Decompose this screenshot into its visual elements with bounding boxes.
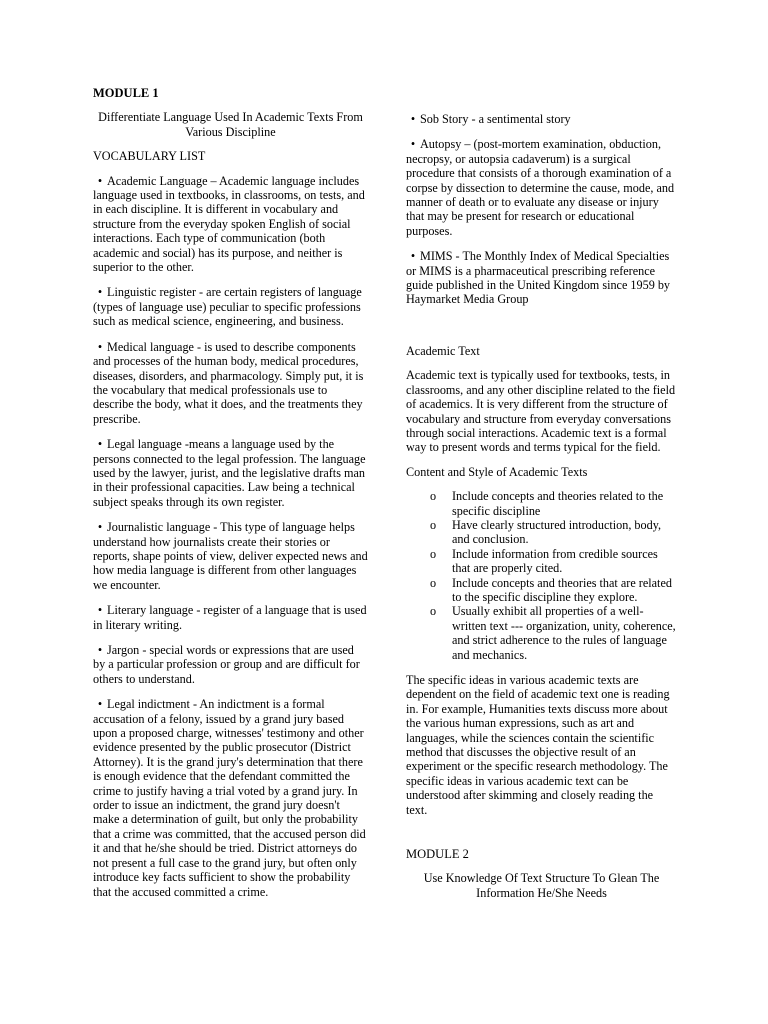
vocab-item-legal-indictment <box>93 697 368 899</box>
bullet-icon: • <box>97 285 103 300</box>
vocab-item-autopsy <box>406 137 677 238</box>
vocab-item-mims <box>406 249 677 307</box>
spacer <box>406 318 677 344</box>
bullet-icon: • <box>97 643 103 657</box>
vocab-text: Medical language - is used to describe components and processes of the human body, medical procedures, diseases, disorders, and pharmacology. Simply put, it is the vocabulary that medical professionals use to describe the body, what it does, and the treatments they prescribe. <box>93 339 364 426</box>
vocab-text: Sob Story - a sentimental story <box>420 112 571 126</box>
vocab-text: Literary language - register of a language that is used in literary writing. <box>93 603 367 632</box>
vocab-text: Legal indictment - An indictment is a formal accusation of a felony, issued by a grand jury based upon a proposed charge, witnesses' testimony and other evidence presented by the public prosecutor (District Attorney). It is the grand jury's determination that there is enough evidence that the defendant committed the crime to justify having a trial voted by a grand jury. In order to issue an indictment, the grand jury doesn't make a determination of guilt, but only the probability that a crime was committed, that the accused person did it and that he/she should be tried. District attorneys do not present a full case to the grand jury, but often only introduce key facts sufficient to show the probability that the accused committed a crime. <box>93 697 366 899</box>
module-2-heading: MODULE 2 <box>406 847 469 862</box>
circle-bullet-icon: o <box>429 489 437 504</box>
vocabulary-list-heading: VOCABULARY LIST <box>93 149 206 164</box>
bullet-icon: • <box>97 603 103 618</box>
bullet-icon: • <box>97 437 103 452</box>
list-item <box>406 518 677 547</box>
academic-text-paragraph: Academic text is typically used for textbooks, tests, in classrooms, and any other discipline related to the field of academics. It is very different from the structure of vocabulary and structure from everyday conversations through social interactions. Academic text is a formal way to present words and terms typical for the field. <box>406 368 676 455</box>
list-item-text: Usually exhibit all properties of a well-written text --- organization, unity, coherence, and strict adherence to the rules of language and mechanics. <box>452 604 676 662</box>
circle-bullet-icon: o <box>429 546 437 561</box>
list-item <box>406 576 677 605</box>
module-1-title: Differentiate Language Used In Academic Texts From Various Discipline <box>98 110 363 139</box>
bullet-icon: • <box>97 339 103 354</box>
vocab-item-jargon <box>93 643 368 686</box>
specific-ideas-paragraph: The specific ideas in various academic texts are dependent on the field of academic text one is reading in. For example, Humanities texts discuss more about the various human expressions, such as art and languages, while the sciences contain the scientific method that discusses the objective result of an experiment or the specific research methodology. The specific ideas in various academic text can be understood after skimming and closely reading the text. <box>406 673 670 817</box>
spacer <box>406 827 677 847</box>
vocab-text: Autopsy – (post-mortem examination, obduction, necropsy, or autopsia cadaverum) is a surgical procedure that consists of a thorough examination of a corpse by dissection to determine the cause, mode, and manner of death or to evaluate any disease or injury that may be present for research or educational purposes. <box>406 137 675 238</box>
bullet-icon: • <box>97 173 103 188</box>
right-column <box>406 112 677 910</box>
vocab-item-linguistic-register <box>93 285 368 328</box>
vocab-text: Jargon - special words or expressions that are used by a particular profession or group and are difficult for others to understand. <box>93 643 360 686</box>
vocab-item-medical-language <box>93 340 368 426</box>
list-item <box>406 547 677 576</box>
circle-bullet-icon: o <box>429 575 437 590</box>
vocab-text: Linguistic register - are certain registers of language (types of language use) peculiar to specific professions such as medical science, engineering, and business. <box>93 285 362 329</box>
bullet-icon: • <box>410 249 416 264</box>
list-item-text: Include information from credible sources that are properly cited. <box>452 546 658 576</box>
list-item <box>406 604 677 662</box>
bullet-icon: • <box>97 697 103 712</box>
vocab-item-academic-language <box>93 174 368 275</box>
vocab-text: Academic Language – Academic language includes language used in textbooks, in classrooms, on tests, and in each discipline. It is different in vocabulary and structure from the everyday spoken English of social interactions. Each type of communication (both academic and social) has its purpose, and neither is superior to the other. <box>93 173 365 275</box>
circle-bullet-icon: o <box>429 517 437 532</box>
content-style-heading: Content and Style of Academic Texts <box>406 464 588 479</box>
bullet-icon: • <box>410 112 416 126</box>
academic-text-heading: Academic Text <box>406 343 480 358</box>
content-style-list <box>406 489 677 662</box>
list-item <box>406 489 677 518</box>
vocab-item-literary-language <box>93 603 368 632</box>
list-item-text: Include concepts and theories related to the specific discipline <box>452 489 664 518</box>
list-item-text: Include concepts and theories that are related to the specific discipline they explore. <box>452 575 672 604</box>
vocab-text: MIMS - The Monthly Index of Medical Specialties or MIMS is a pharmaceutical prescribing reference guide published in the United Kingdom since 1959 by Haymarket Media Group <box>406 249 671 307</box>
vocab-item-journalistic-language <box>93 520 368 592</box>
module-1-heading: MODULE 1 <box>93 86 159 100</box>
vocab-text: Journalistic language - This type of language helps understand how journalists create their stories or reports, shape points of view, deliver expected news and how media language is different from other languages we encounter. <box>93 520 368 592</box>
circle-bullet-icon: o <box>429 604 437 619</box>
vocab-text: Legal language -means a language used by the persons connected to the legal profession. The language used by the lawyer, jurist, and the legislative drafts man in their professional capacities. Law being a technical subject speaks through its own register. <box>93 437 366 509</box>
bullet-icon: • <box>97 520 103 535</box>
bullet-icon: • <box>410 137 416 152</box>
left-column <box>93 86 368 910</box>
vocab-item-legal-language <box>93 437 368 509</box>
module-2-title: Use Knowledge Of Text Structure To Glean The Information He/She Needs <box>423 871 660 900</box>
vocab-item-sob-story <box>406 112 677 126</box>
list-item-text: Have clearly structured introduction, body, and conclusion. <box>452 517 662 547</box>
